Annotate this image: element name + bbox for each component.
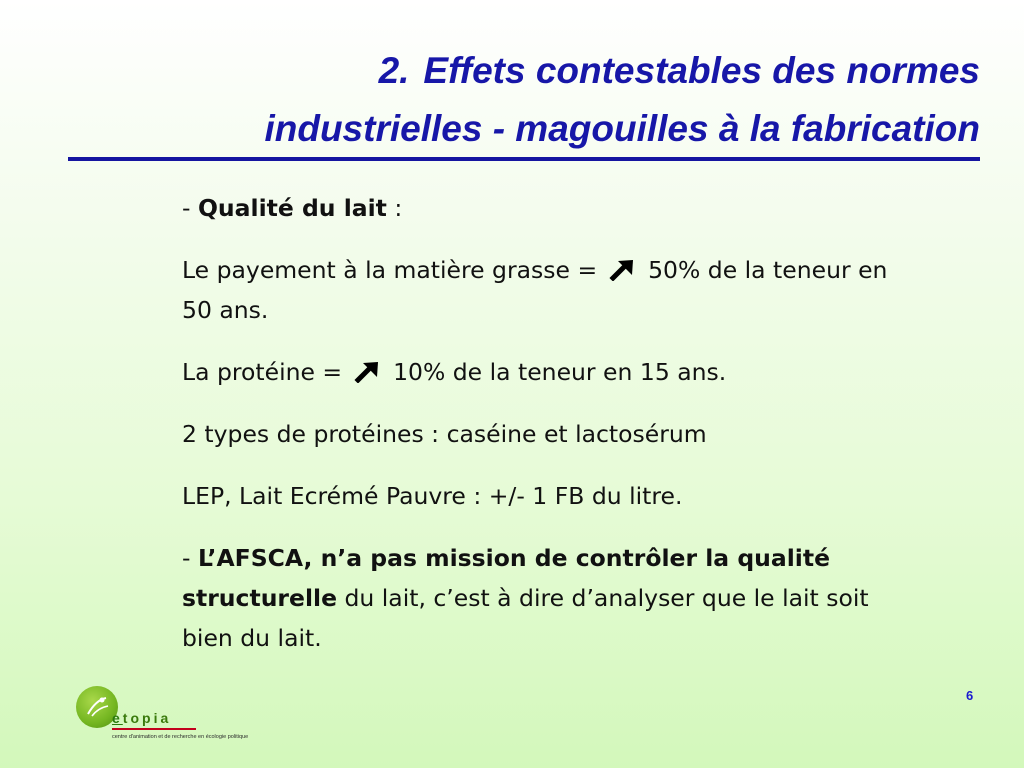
- arrow-up-right-icon: [354, 359, 382, 383]
- title-divider: [68, 157, 980, 161]
- logo-name-rest: topia: [122, 710, 172, 726]
- protein-line: [182, 352, 912, 392]
- afsca-rest-text: du lait, c’est à dire d’analyser que le lait soit bien du lait.: [182, 584, 869, 652]
- bullet-quality: [182, 188, 912, 228]
- quality-colon: :: [386, 194, 403, 222]
- fat-payment-line: [182, 250, 912, 330]
- page-number: 6: [966, 688, 974, 703]
- protein-text-after: 10% de la teneur en 15 ans.: [385, 358, 727, 386]
- title-number: 2.: [378, 50, 410, 91]
- logo-tagline: centre d'animation et de recherche en écologie politique: [112, 734, 249, 740]
- bullet-dash: -: [182, 194, 198, 222]
- protein-types-line: 2 types de protéines : caséine et lactosérum: [182, 420, 707, 448]
- slide-body: [182, 188, 912, 680]
- fat-payment-text-before: Le payement à la matière grasse =: [182, 256, 605, 284]
- quality-heading: Qualité du lait: [197, 194, 387, 222]
- afsca-bold-text: L’AFSCA, n’a pas mission de contrôler la qualité structurelle: [182, 544, 831, 612]
- title-line-1: [379, 50, 980, 91]
- protein-text-before: La protéine =: [182, 358, 350, 386]
- logo-name-first: e: [112, 710, 123, 726]
- logo-underline: [112, 728, 196, 730]
- lep-line: LEP, Lait Ecrémé Pauvre : +/- 1 FB du litre.: [182, 482, 683, 510]
- logo-name: [112, 710, 171, 726]
- etopia-logo: [72, 684, 292, 746]
- title-line-1-text: Effets contestables des normes: [423, 50, 980, 91]
- bullet-afsca: [182, 538, 912, 658]
- fat-payment-text-after: 50% de la teneur en 50 ans.: [182, 256, 888, 324]
- slide-title: [40, 42, 980, 158]
- arrow-up-right-icon: [609, 257, 637, 281]
- bullet-dash: -: [182, 544, 198, 572]
- title-line-2: industrielles - magouilles à la fabrication: [264, 108, 980, 149]
